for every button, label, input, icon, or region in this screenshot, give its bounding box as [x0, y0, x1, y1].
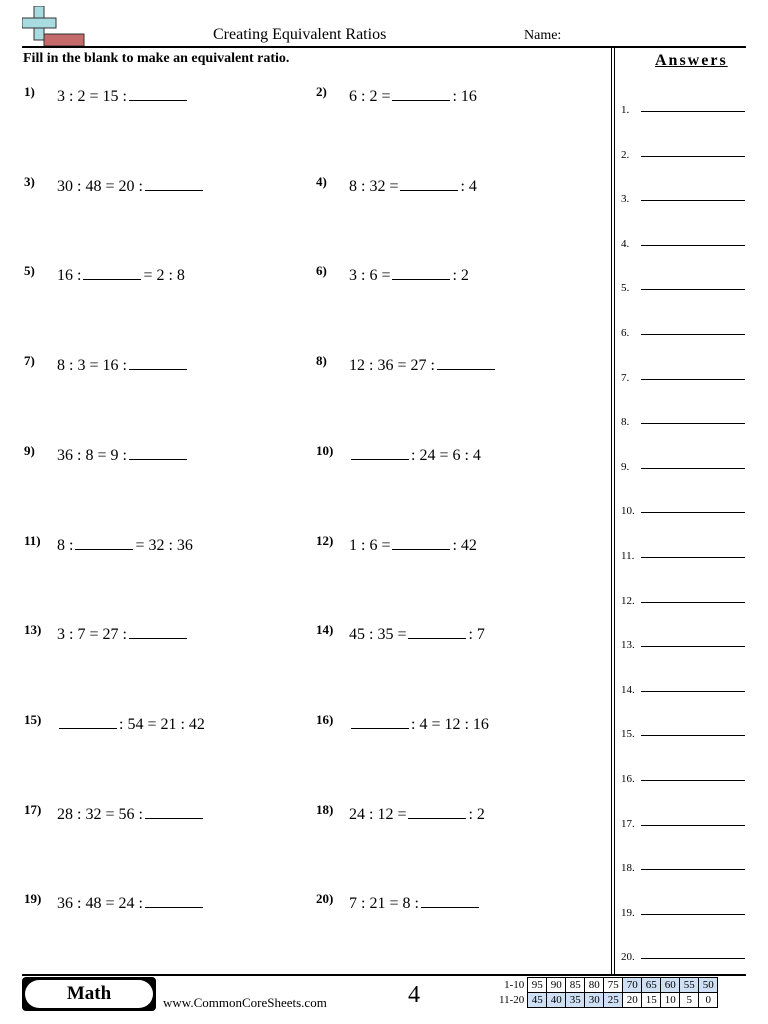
answer-number: 6.: [621, 327, 630, 339]
problem-text-after: : 7: [468, 626, 485, 644]
answer-number: 7.: [621, 371, 630, 384]
score-cell: 25: [604, 993, 623, 1008]
answer-blank[interactable]: [351, 445, 409, 460]
answer-blank[interactable]: [145, 176, 203, 191]
problem-number: 18): [316, 801, 334, 817]
answer-blank[interactable]: [145, 893, 203, 908]
answer-blank[interactable]: [129, 355, 187, 370]
answer-underline: [641, 780, 745, 781]
problem-text-before: 3 : 7 = 27 :: [57, 626, 127, 644]
answer-number: 5.: [621, 282, 630, 295]
score-cell: 15: [642, 993, 661, 1008]
answer-line-9[interactable]: [621, 461, 629, 473]
problem-text-after: : 4 = 12 : 16: [411, 715, 489, 733]
answer-blank[interactable]: [59, 714, 117, 729]
answer-line-7[interactable]: [621, 372, 629, 384]
answer-line-8[interactable]: [621, 416, 629, 428]
problem-text-before: 8 :: [57, 536, 74, 554]
answer-underline: [641, 825, 745, 826]
problem-number: 12): [316, 532, 334, 548]
answer-number: 15.: [621, 728, 635, 741]
answer-blank[interactable]: [129, 86, 187, 101]
answer-line-15[interactable]: [621, 728, 635, 740]
answer-underline: [641, 468, 745, 469]
answer-number: 14.: [621, 683, 635, 696]
answer-number: 3.: [621, 193, 630, 206]
answer-underline: [641, 602, 745, 603]
score-cell: 70: [623, 978, 642, 993]
problem-text-before: 24 : 12 =: [349, 805, 407, 823]
score-cell: 10: [661, 993, 680, 1008]
name-label: Name:: [524, 28, 562, 43]
answer-line-4[interactable]: [621, 238, 629, 250]
problem-number: 4): [316, 173, 327, 189]
problem-number: 10): [316, 442, 334, 458]
answer-blank[interactable]: [392, 86, 450, 101]
answer-blank[interactable]: [408, 804, 466, 819]
score-cell: 45: [528, 993, 547, 1008]
problem-number: 9): [24, 442, 35, 458]
problem-text-before: 12 : 36 = 27 :: [349, 357, 435, 375]
subject-badge: [22, 977, 156, 1011]
problem-text-before: 45 : 35 =: [349, 626, 407, 644]
answer-underline: [641, 958, 745, 959]
problem-text-after: = 32 : 36: [135, 536, 193, 554]
problem-number: 8): [316, 353, 327, 369]
answer-underline: [641, 735, 745, 736]
score-table: [497, 977, 718, 1008]
answer-number: 12.: [621, 594, 635, 607]
problem-text-before: 6 : 2 =: [349, 88, 391, 105]
answer-blank[interactable]: [75, 535, 133, 550]
answer-blank[interactable]: [421, 893, 479, 908]
logo-icon: [22, 6, 88, 48]
answer-underline: [641, 111, 745, 112]
problem-text-before: 30 : 48 = 20 :: [57, 177, 143, 195]
answer-underline: [641, 156, 745, 157]
answer-underline: [641, 914, 745, 915]
score-cell: 55: [680, 978, 699, 993]
score-row-label: 11-20: [499, 994, 525, 1006]
problem-text-after: : 2: [452, 267, 469, 285]
answer-underline: [641, 200, 745, 201]
problem-text-after: : 2: [468, 805, 485, 823]
answer-number: 17.: [621, 817, 635, 830]
answer-line-19[interactable]: [621, 907, 635, 919]
answer-line-17[interactable]: [621, 818, 635, 830]
answer-underline: [641, 423, 745, 424]
answer-blank[interactable]: [145, 804, 203, 819]
answer-blank[interactable]: [408, 624, 466, 639]
page-number: 4: [408, 982, 420, 1008]
answer-line-13[interactable]: [621, 639, 635, 651]
score-row: [497, 993, 718, 1008]
answer-underline: [641, 557, 745, 558]
answer-divider: [611, 48, 612, 974]
score-cell: 60: [661, 978, 680, 993]
problem-text-before: 8 : 32 =: [349, 177, 399, 195]
problem-number: 3): [24, 173, 35, 189]
score-cell: 0: [699, 993, 718, 1008]
score-cell: 80: [585, 978, 604, 993]
answers-heading: Answers: [655, 52, 728, 69]
answer-number: 8.: [621, 416, 630, 429]
answer-line-2[interactable]: [621, 149, 629, 161]
answer-blank[interactable]: [437, 355, 495, 370]
answer-number: 2.: [621, 148, 630, 161]
answer-line-3[interactable]: [621, 193, 629, 205]
answer-underline: [641, 379, 745, 380]
problem-text-before: 1 : 6 =: [349, 536, 391, 554]
problem-text-before: 36 : 48 = 24 :: [57, 895, 143, 913]
problem-text-before: 3 : 6 =: [349, 267, 391, 285]
answer-line-5[interactable]: [621, 282, 629, 294]
worksheet-title: Creating Equivalent Ratios: [213, 26, 387, 43]
answer-number: 9.: [621, 460, 630, 473]
answer-underline: [641, 691, 745, 692]
subject-label: Math: [25, 980, 153, 1008]
score-cell: 35: [566, 993, 585, 1008]
score-cell: 85: [566, 978, 585, 993]
problem-number: 2): [316, 84, 327, 99]
score-cell: 20: [623, 993, 642, 1008]
score-cell: 30: [585, 993, 604, 1008]
problem-text-before: 36 : 8 = 9 :: [57, 446, 127, 464]
site-url: www.CommonCoreSheets.com: [163, 995, 327, 1010]
problem-text-before: 28 : 32 = 56 :: [57, 805, 143, 823]
problem-number: 17): [24, 801, 42, 817]
answer-underline: [641, 245, 745, 246]
answer-number: 11.: [621, 550, 635, 562]
instructions: Fill in the blank to make an equivalent ratio.: [23, 51, 290, 66]
answer-blank[interactable]: [83, 265, 141, 280]
answer-number: 20.: [621, 951, 635, 964]
problem-number: 6): [316, 263, 327, 279]
bottom-rule: [22, 974, 746, 976]
problem-number: 14): [316, 622, 334, 638]
problem-text-after: : 4: [460, 177, 477, 195]
answer-line-14[interactable]: [621, 684, 635, 696]
answer-number: 4.: [621, 237, 630, 250]
answer-number: 10.: [621, 505, 635, 518]
score-cell: 40: [547, 993, 566, 1008]
problem-text-after: : 16: [452, 88, 477, 105]
answer-divider-inner: [614, 48, 615, 974]
answer-line-6[interactable]: [621, 327, 629, 339]
problem-text-after: = 2 : 8: [143, 267, 185, 285]
problem-text-before: 8 : 3 = 16 :: [57, 357, 127, 375]
problem-number: 13): [24, 622, 42, 638]
problem-number: 19): [24, 891, 42, 907]
problem-text-after: : 24 = 6 : 4: [411, 446, 481, 464]
problem-number: 5): [24, 263, 35, 279]
answer-number: 13.: [621, 639, 635, 652]
score-row-label: 1-10: [504, 979, 525, 991]
answer-blank[interactable]: [392, 535, 450, 550]
problem-text-before: 3 : 2 = 15 :: [57, 88, 127, 105]
answer-underline: [641, 289, 745, 290]
answer-underline: [641, 334, 745, 335]
score-cell: 90: [547, 978, 566, 993]
top-rule: [22, 46, 746, 48]
answer-line-1[interactable]: [621, 104, 629, 116]
answer-number: 16.: [621, 773, 635, 785]
score-cell: 65: [642, 978, 661, 993]
score-cell: 95: [528, 978, 547, 993]
score-cell: 50: [699, 978, 718, 993]
answer-blank[interactable]: [351, 714, 409, 729]
answer-line-20[interactable]: [621, 951, 635, 963]
answer-underline: [641, 869, 745, 870]
score-cell: 5: [680, 993, 699, 1008]
score-row: [497, 978, 718, 993]
answer-underline: [641, 512, 745, 513]
problem-number: 11): [24, 532, 41, 548]
problem-text-before: 7 : 21 = 8 :: [349, 895, 419, 913]
problem-text-before: 16 :: [57, 267, 82, 285]
answer-blank[interactable]: [400, 176, 458, 191]
answer-number: 18.: [621, 862, 635, 875]
problem-number: 15): [24, 711, 42, 727]
answer-underline: [641, 646, 745, 647]
answer-line-11[interactable]: [621, 550, 634, 562]
answer-number: 19.: [621, 906, 635, 919]
answer-line-10[interactable]: [621, 505, 635, 517]
problem-text-after: : 54 = 21 : 42: [119, 715, 205, 733]
problem-number: 20): [316, 891, 334, 907]
answer-blank[interactable]: [129, 445, 187, 460]
problem-text-after: : 42: [452, 536, 477, 554]
answer-line-16[interactable]: [621, 773, 635, 785]
problem-number: 1): [24, 84, 35, 99]
answer-line-18[interactable]: [621, 862, 635, 874]
answer-blank[interactable]: [392, 265, 450, 280]
score-cell: 75: [604, 978, 623, 993]
problem-number: 16): [316, 711, 334, 727]
answer-number: 1.: [621, 104, 630, 116]
answer-line-12[interactable]: [621, 595, 635, 607]
problem-number: 7): [24, 353, 35, 369]
answer-blank[interactable]: [129, 624, 187, 639]
